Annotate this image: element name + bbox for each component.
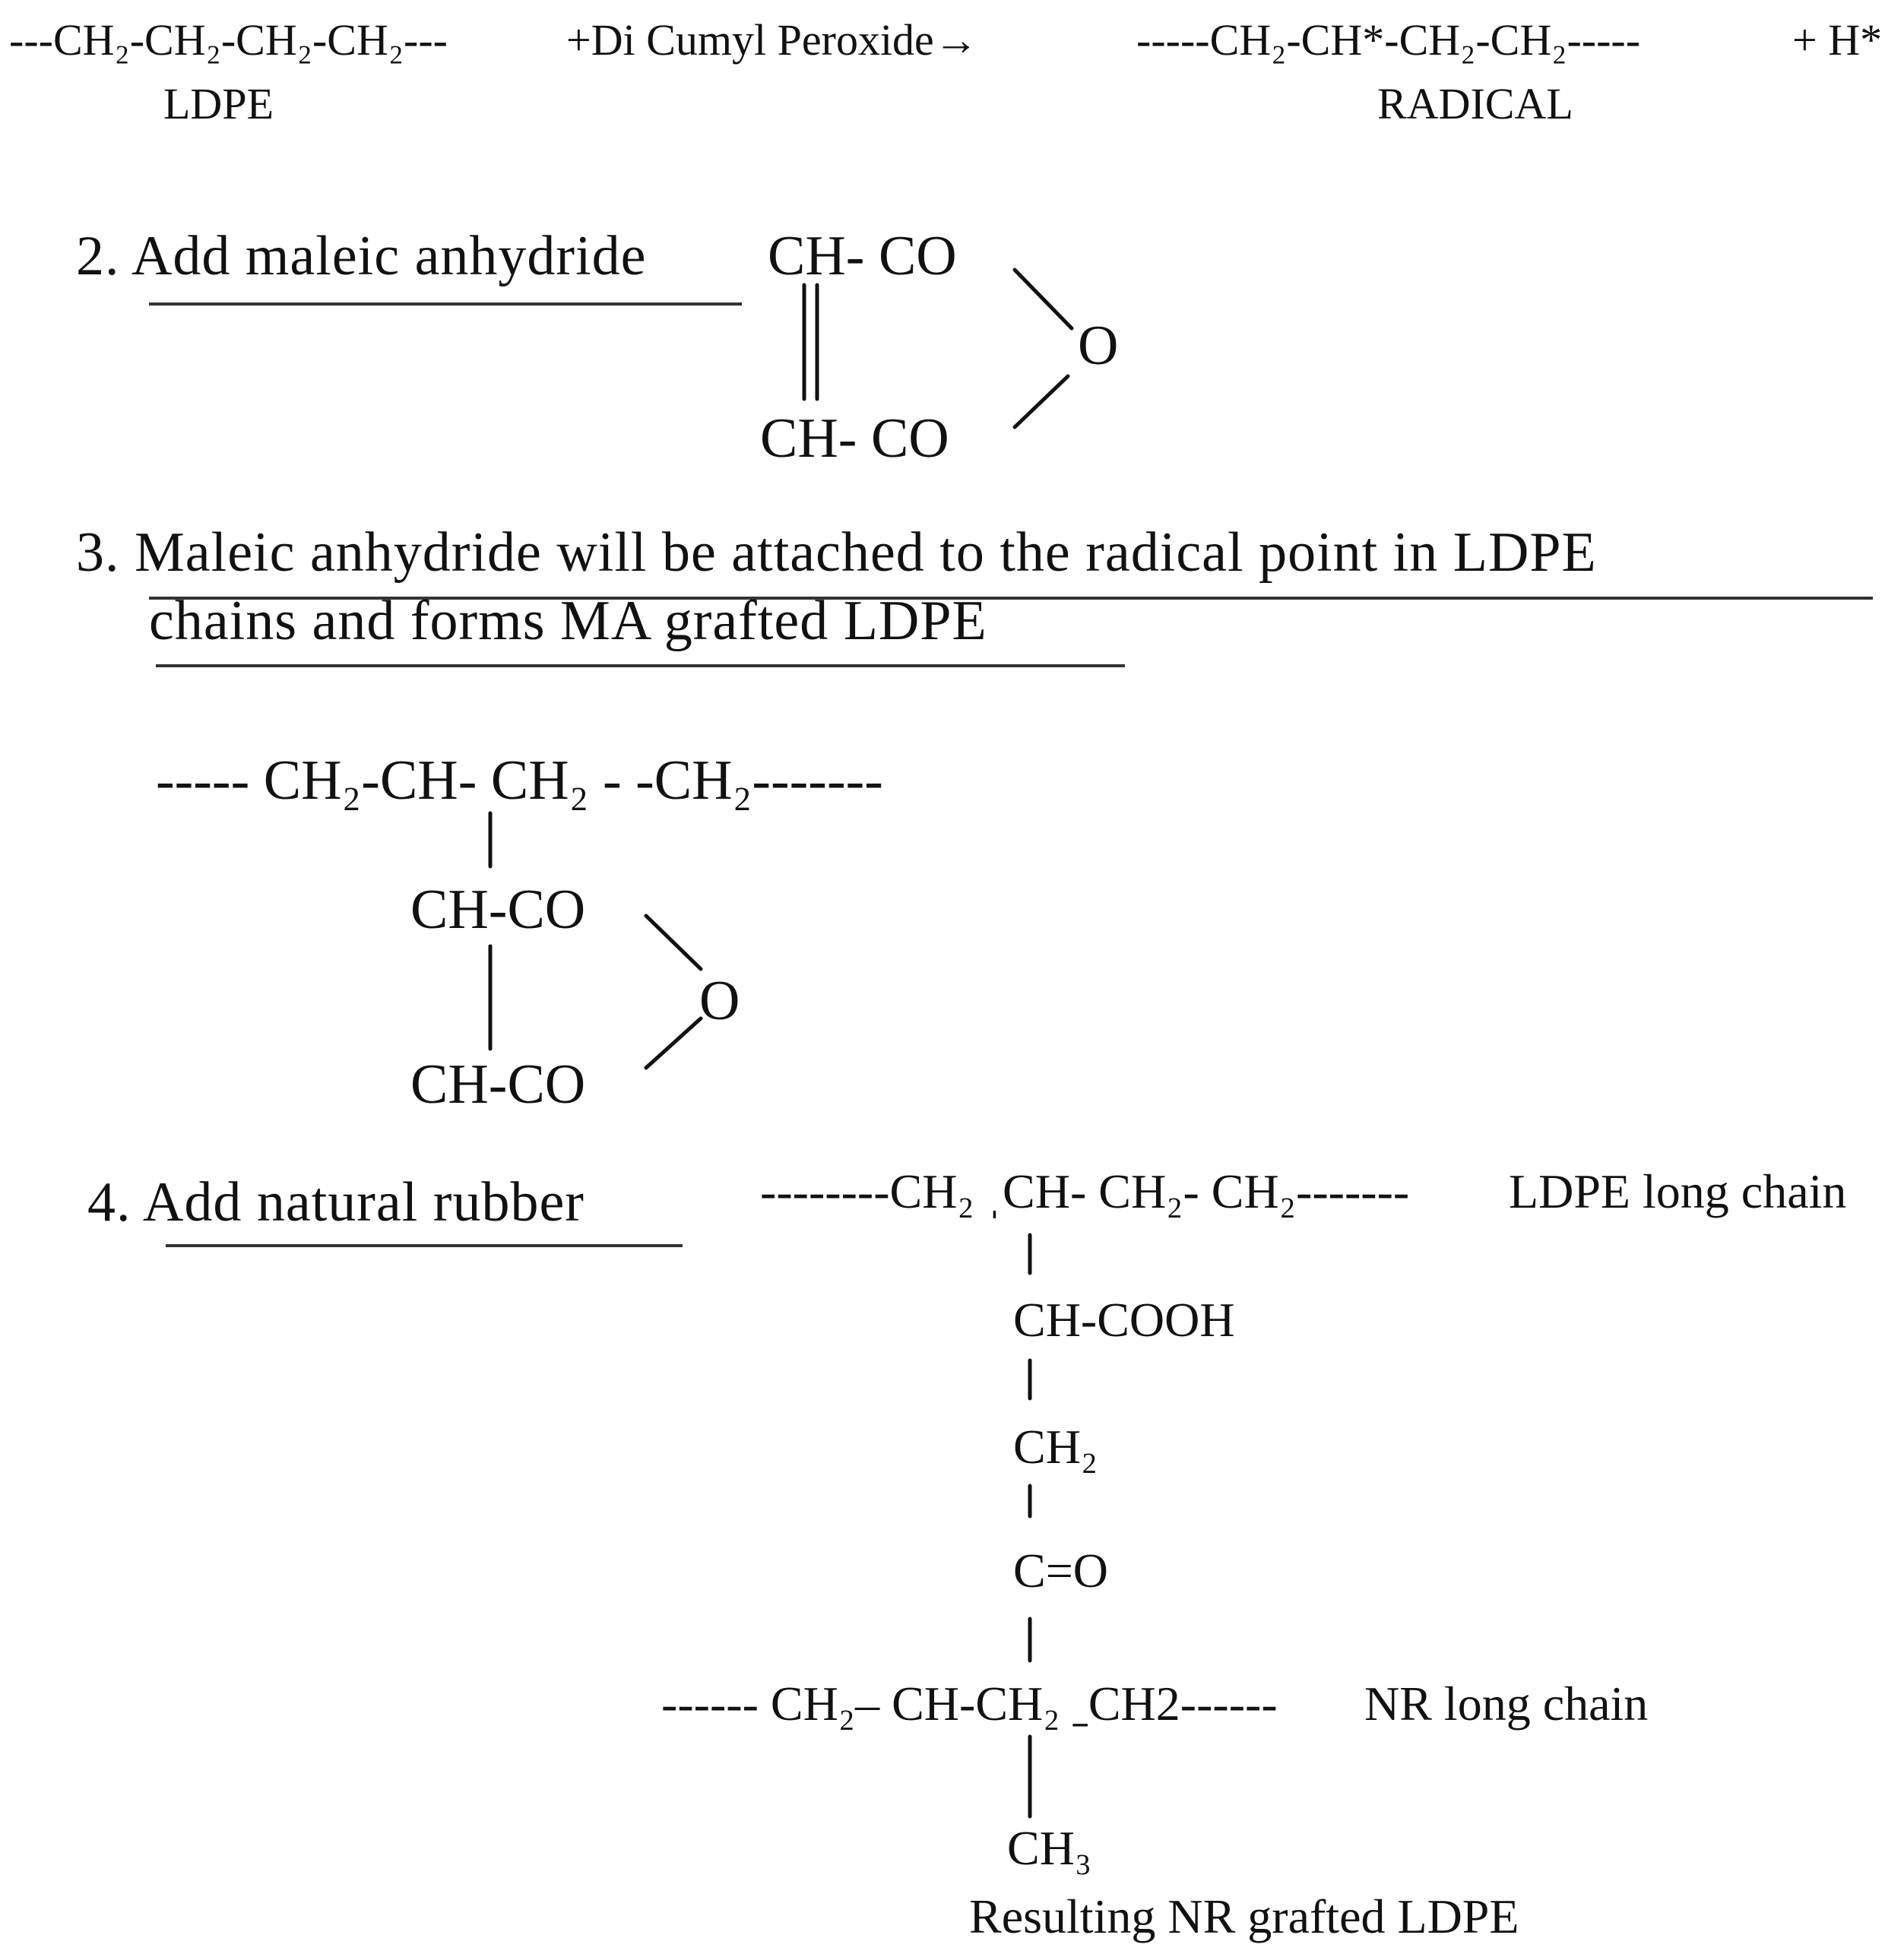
grafted-top-group: CH-CO <box>410 879 586 941</box>
radical-chain-formula: -----CH₂-CH*-CH₂-CH₂----- <box>1136 15 1641 65</box>
peroxide-reagent: +Di Cumyl Peroxide→ <box>566 15 978 65</box>
ma-grafted-chain: ----- CH₂-CH- CH₂ - -CH₂------- <box>156 749 883 812</box>
step2-heading: 2. Add maleic anhydride <box>76 225 647 287</box>
result-caption: Resulting NR grafted LDPE <box>969 1889 1519 1943</box>
maleic-oxygen: O <box>1078 315 1119 377</box>
nr-long-chain-formula: ------ CH₂– CH-CH₂ ˍCH2------ <box>661 1677 1278 1731</box>
nr-long-chain-label: NR long chain <box>1364 1677 1649 1731</box>
carboxyl-group: CH-COOH <box>1013 1293 1235 1347</box>
methyl-group: CH₃ <box>1007 1821 1092 1875</box>
step3-heading-line1: 3. Maleic anhydride will be attached to the radical point in LDPE <box>76 521 1597 584</box>
methylene-group: CH₂ <box>1013 1420 1098 1474</box>
maleic-ring-bond-upper <box>1015 270 1072 328</box>
step4-heading: 4. Add natural rubber <box>87 1171 585 1234</box>
maleic-bottom-group: CH- CO <box>760 407 949 470</box>
grafted-bottom-group: CH-CO <box>410 1053 586 1116</box>
radical-label: RADICAL <box>1377 79 1573 128</box>
maleic-top-group: CH- CO <box>768 225 957 287</box>
grafted-oxygen: O <box>699 970 740 1032</box>
step3-heading-line2: chains and forms MA grafted LDPE <box>149 590 987 652</box>
ldpe-chain-formula: ---CH₂-CH₂-CH₂-CH₂--- <box>9 15 448 65</box>
ldpe-long-chain-label: LDPE long chain <box>1509 1164 1847 1218</box>
grafted-ring-bond-upper <box>646 916 701 969</box>
grafted-ring-bond-lower <box>646 1018 701 1068</box>
ldpe-label: LDPE <box>163 79 274 128</box>
hydrogen-radical: + H* <box>1792 15 1883 65</box>
maleic-ring-bond-lower <box>1015 376 1068 427</box>
ldpe-long-chain-formula: --------CH₂ ˌCH- CH₂- CH₂------- <box>760 1164 1410 1218</box>
carbonyl-group: C=O <box>1013 1544 1108 1598</box>
